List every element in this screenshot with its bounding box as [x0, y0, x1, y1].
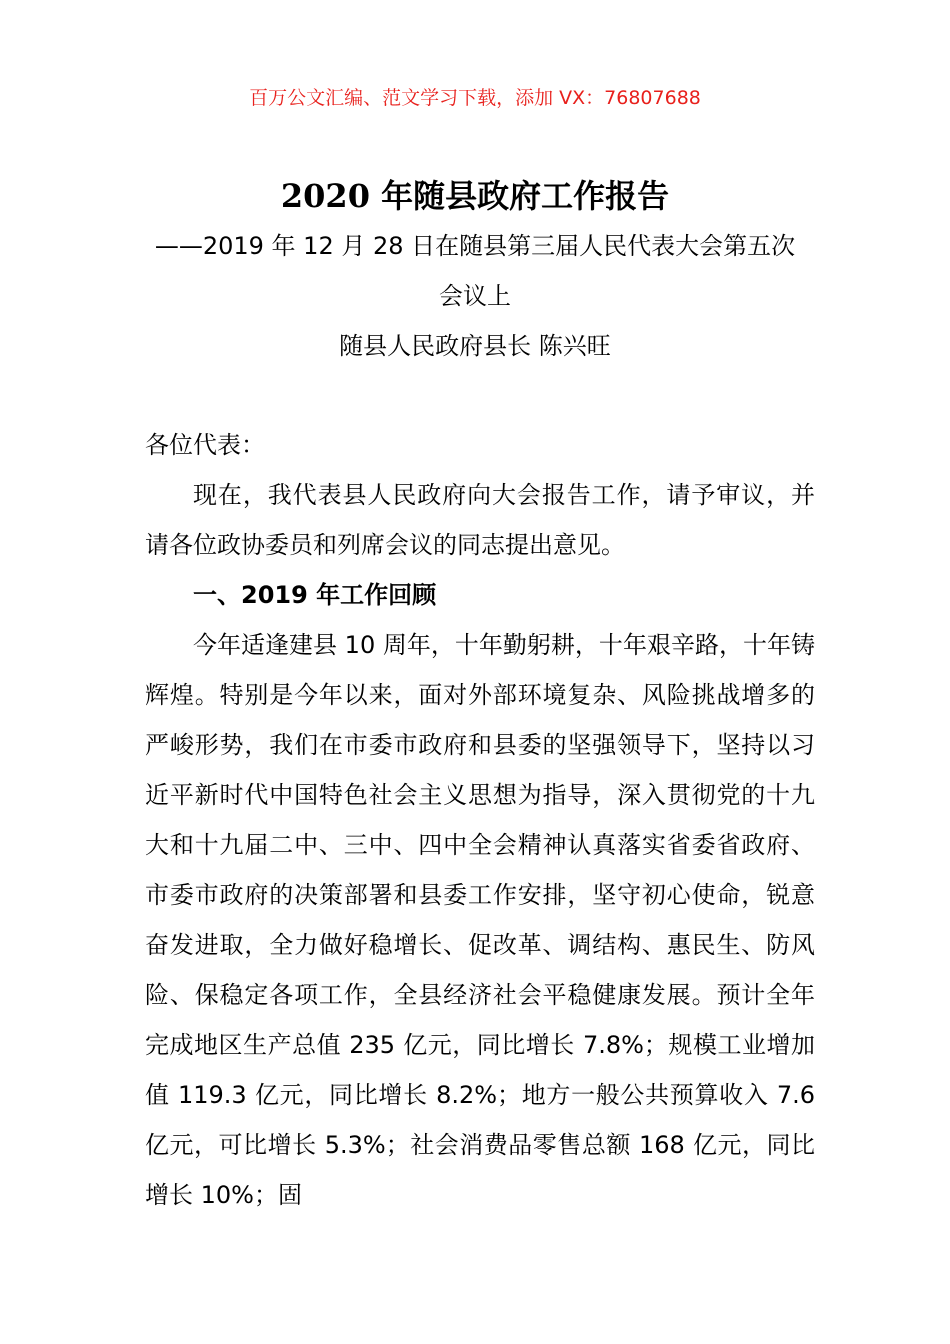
promo-banner: 百万公文汇编、范文学习下载，添加 VX：76807688: [249, 87, 701, 109]
document-title: 2020 年随县政府工作报告: [280, 177, 670, 215]
work-review-paragraph: 今年适逢建县 10 周年，十年勤躬耕，十年艰辛路，十年铸辉煌。特别是今年以来，面对外部环境复杂、风险挑战增多的严峻形势，我们在市委市政府和县委的坚强领导下，坚持以习近平新时代中国特色社会主义思想为指导，深入贯彻党的十九大和十九届二中、三中、四中全会精神认真落实省委省政府、市委市政府的决策部署和县委工作安排，坚守初心使命，锐意奋发进取，全力做好稳增长、促改革、调结构、惠民生、防风险、保稳定各项工作，全县经济社会平稳健康发展。预计全年完成地区生产总值 235 亿元，同比增长 7.8%；规模工业增加值 119.3 亿元，同比增长 8.2%；地方一般公共预算收入 7.6 亿元，可比增长 5.3%；社会消费品零售总额 168 亿元，同比增长 10%；固: [145, 631, 815, 1209]
section-heading-work-review: 一、2019 年工作回顾: [193, 581, 437, 609]
salutation: 各位代表：: [145, 431, 265, 459]
document-author: 随县人民政府县长 陈兴旺: [339, 332, 611, 360]
document-subtitle-line1: ——2019 年 12 月 28 日在随县第三届人民代表大会第五次: [154, 232, 796, 260]
document-subtitle-line2: 会议上: [439, 282, 511, 310]
intro-paragraph: 现在，我代表县人民政府向大会报告工作，请予审议，并请各位政协委员和列席会议的同志提出意见。: [145, 481, 815, 559]
